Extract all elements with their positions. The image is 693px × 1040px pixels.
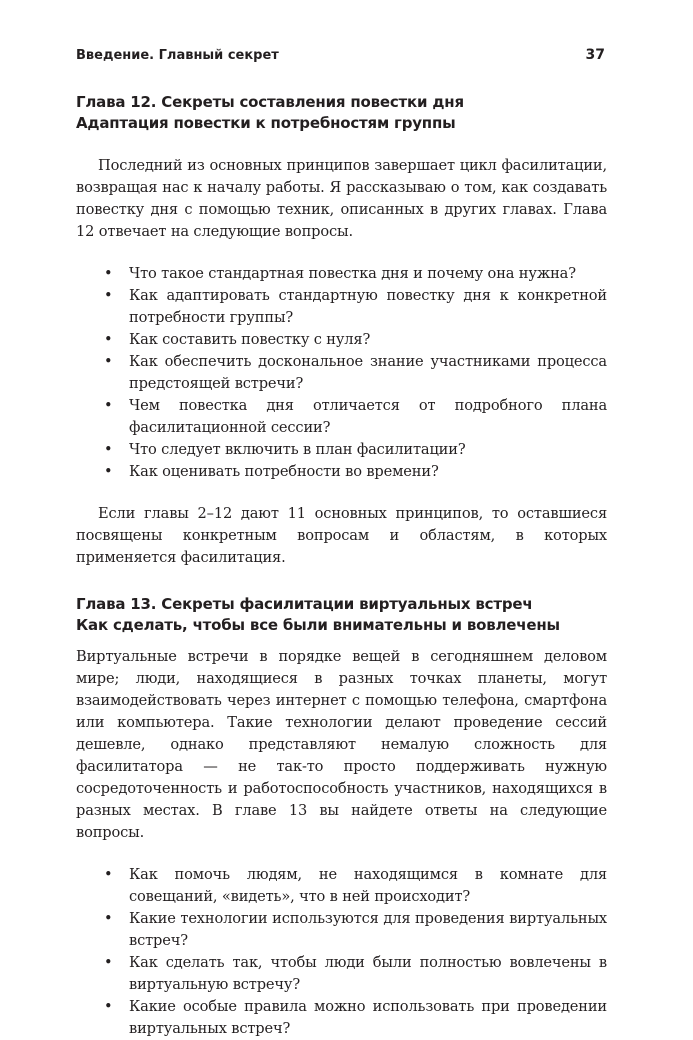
chapter-12-question-list xyxy=(76,263,607,483)
bullet-icon: • xyxy=(104,910,113,927)
list-item-text: Какие технологии используются для проведения виртуальных встреч? xyxy=(129,910,607,949)
list-item xyxy=(76,395,607,439)
list-item xyxy=(76,952,607,996)
list-item-text: Как обеспечить доскональное знание участниками процесса предстоящей встречи? xyxy=(129,353,607,392)
list-item xyxy=(76,329,607,351)
list-item-text: Какие особые правила можно использовать при проведении виртуальных встреч? xyxy=(129,998,607,1037)
list-item-text: Как составить повестку с нуля? xyxy=(129,331,371,348)
chapter-13-intro: Виртуальные встречи в порядке вещей в сегодняшнем деловом мире; люди, находящиеся в разных точках планеты, могут взаимодействовать через интернет с помощью телефона, смартфона или компьютера. Такие технологии делают проведение сессий дешевле, однако представляют немалую сложность для фасилитатора — не так-то просто поддерживать нужную сосредоточенность и работоспособность участников, находящихся в разных местах. В главе 13 вы найдете ответы на следующие вопросы. xyxy=(76,648,607,841)
bullet-icon: • xyxy=(104,998,113,1015)
bullet-icon: • xyxy=(104,866,113,883)
chapter-13-title: Глава 13. Секреты фасилитации виртуальных встреч xyxy=(76,595,533,613)
bullet-icon: • xyxy=(104,441,113,458)
list-item-text: Как адаптировать стандартную повестку дня к конкретной потребности группы? xyxy=(129,287,607,326)
list-item xyxy=(76,908,607,952)
page-content xyxy=(76,92,607,1040)
list-item xyxy=(76,351,607,395)
list-item xyxy=(76,263,607,285)
page-number: 37 xyxy=(585,47,605,63)
list-item-text: Чем повестка дня отличается от подробного плана фасилитационной сессии? xyxy=(129,397,607,436)
bullet-icon: • xyxy=(104,397,113,414)
chapter-13-section xyxy=(76,594,607,1040)
list-item-text: Что такое стандартная повестка дня и почему она нужна? xyxy=(129,265,576,282)
list-item xyxy=(76,285,607,329)
list-item xyxy=(76,439,607,461)
bullet-icon: • xyxy=(104,954,113,971)
list-item-text: Как сделать так, чтобы люди были полностью вовлечены в виртуальную встречу? xyxy=(129,954,607,993)
bullet-icon: • xyxy=(104,353,113,370)
chapter-12-subtitle: Адаптация повестки к потребностям группы xyxy=(76,114,456,132)
list-item xyxy=(76,461,607,483)
chapter-13-subtitle: Как сделать, чтобы все были внимательны и вовлечены xyxy=(76,616,560,634)
list-item xyxy=(76,996,607,1040)
chapter-12-title: Глава 12. Секреты составления повестки дня xyxy=(76,93,464,111)
bullet-icon: • xyxy=(104,265,113,282)
list-item xyxy=(76,864,607,908)
bullet-icon: • xyxy=(104,287,113,304)
chapter-12-section xyxy=(76,92,607,569)
list-item-text: Что следует включить в план фасилитации? xyxy=(129,441,466,458)
bullet-icon: • xyxy=(104,463,113,480)
list-item-text: Как помочь людям, не находящимся в комнате для совещаний, «видеть», что в ней происходит? xyxy=(129,866,607,905)
bullet-icon: • xyxy=(104,331,113,348)
list-item-text: Как оценивать потребности во времени? xyxy=(129,463,439,480)
chapter-12-intro: Последний из основных принципов завершает цикл фасилитации, возвращая нас к началу работы. Я рассказываю о том, как создавать повестку дня с помощью техник, описанных в других главах. Глава 12 отвечает на следующие вопросы. xyxy=(76,157,607,240)
running-head xyxy=(76,47,605,63)
chapter-13-question-list xyxy=(76,864,607,1040)
chapter-12-outro: Если главы 2–12 дают 11 основных принципов, то оставшиеся посвящены конкретным вопросам и областям, в которых применяется фасилитация. xyxy=(76,505,607,566)
running-head-title: Введение. Главный секрет xyxy=(76,48,279,63)
